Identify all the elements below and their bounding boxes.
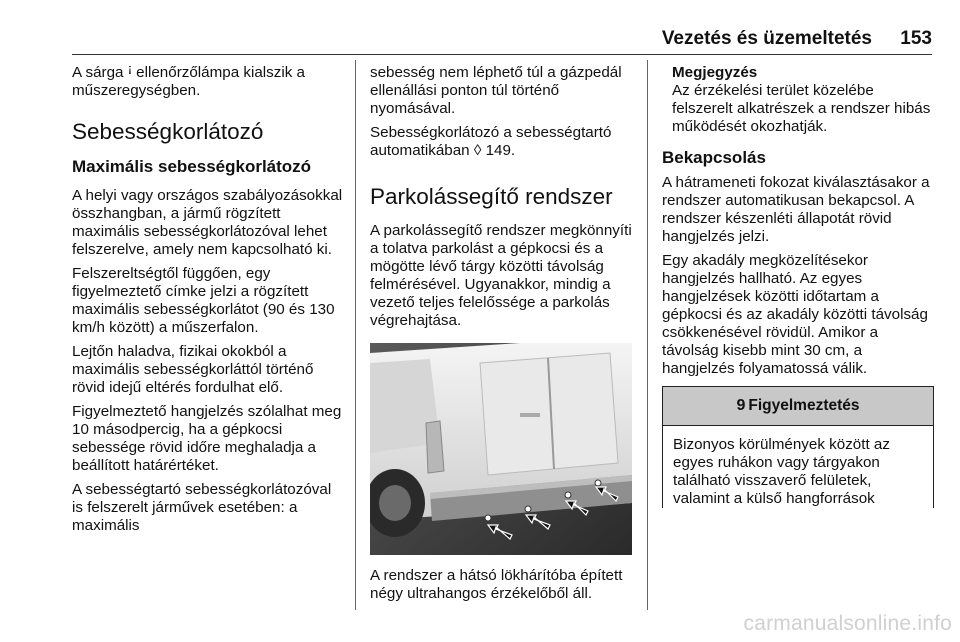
- column-divider-1: [355, 60, 356, 610]
- paragraph: A helyi vagy országos szabályozásokkal összhangban, a jármű rögzített maximális sebességkorlátozóval lehet felszerelve, amely nem kapcsolható ki.: [72, 187, 343, 258]
- note-text: Az érzékelési terület közelébe felszerelt alkatrészek a rendszer hibás működését okozhatják.: [672, 82, 931, 135]
- paragraph: sebesség nem léphető túl a gázpedál ellenállási ponton túl történő nyomásával.: [370, 64, 622, 117]
- heading-parking-assist: Parkolássegítő rendszer: [370, 184, 613, 209]
- heading-switch-on: Bekapcsolás: [662, 148, 766, 167]
- warning-title: Figyelmeztetés: [748, 397, 860, 414]
- paragraph: A hátrameneti fokozat kiválasztásakor a rendszer automatikusan bekapcsol. A rendszer készenléti állapotát rövid hangjelzés jelzi.: [662, 174, 930, 245]
- header-title: Vezetés és üzemeltetés: [661, 28, 872, 49]
- intro-text: A sárga ꜟ ellenőrzőlámpa kialszik a műszeregységben.: [72, 64, 305, 99]
- note-title: Megjegyzés: [672, 64, 758, 81]
- column-2: [370, 64, 636, 609]
- paragraph: A parkolássegítő rendszer megkönnyíti a tolatva parkolást a gépkocsi és a mögötte lévő tárgy közötti távolság felmérésével. Ugyanakkor, mindig a vezető teljes felelőssége a parkolás végrehajtása.: [370, 222, 632, 329]
- paragraph: Lejtőn haladva, fizikai okokból a maximális sebességkorláttól történő rövid idejű eltérés fordulhat elő.: [72, 343, 314, 396]
- paragraph: Felszereltségtől függően, egy figyelmeztető címke jelzi a rögzített maximális sebességkorlátot (90 és 130 km/h között) a műszerfalon.: [72, 265, 335, 336]
- paragraph: Egy akadály megközelítésekor hangjelzés hallható. Az egyes hangjelzések közötti időtartam a gépkocsi és az akadály közötti távolság csökkenésével rövidül. Amikor a távolság kisebb mint 30 cm, a hangjelzés folyamatossá válik.: [662, 252, 928, 377]
- column-divider-2: [647, 60, 648, 610]
- note-block: [672, 64, 934, 136]
- watermark: carmanualsonline.info: [743, 612, 952, 635]
- column-1: [72, 64, 344, 541]
- rear-bumper-sensor-illustration: [370, 343, 632, 555]
- warning-body: Bizonyos körülmények között az egyes ruhákon vagy tárgyakon található visszaverő felületek, valamint a külső hangforrások: [673, 436, 890, 507]
- page-number: 153: [900, 28, 932, 49]
- column-3: [662, 64, 934, 508]
- header-rule: [72, 54, 932, 55]
- warning-box: [662, 386, 934, 508]
- paragraph: Figyelmeztető hangjelzés szólalhat meg 10 másodpercig, ha a gépkocsi sebessége rövid időre meghaladja a beállított határértéket.: [72, 403, 342, 474]
- heading-speed-limiter: Sebességkorlátozó: [72, 119, 264, 144]
- figure-caption: A rendszer a hátsó lökhárítóba épített négy ultrahangos érzékelőből áll.: [370, 567, 623, 602]
- warning-triangle-icon: 9: [736, 397, 746, 414]
- cross-reference-paragraph: Sebességkorlátozó a sebességtartó automatikában ◊ 149.: [370, 124, 612, 159]
- heading-max-speed-limiter: Maximális sebességkorlátozó: [72, 157, 312, 176]
- page-header: [72, 28, 932, 50]
- warning-header: [663, 387, 933, 426]
- paragraph: A sebességtartó sebességkorlátozóval is felszerelt járművek esetében: a maximális: [72, 481, 332, 534]
